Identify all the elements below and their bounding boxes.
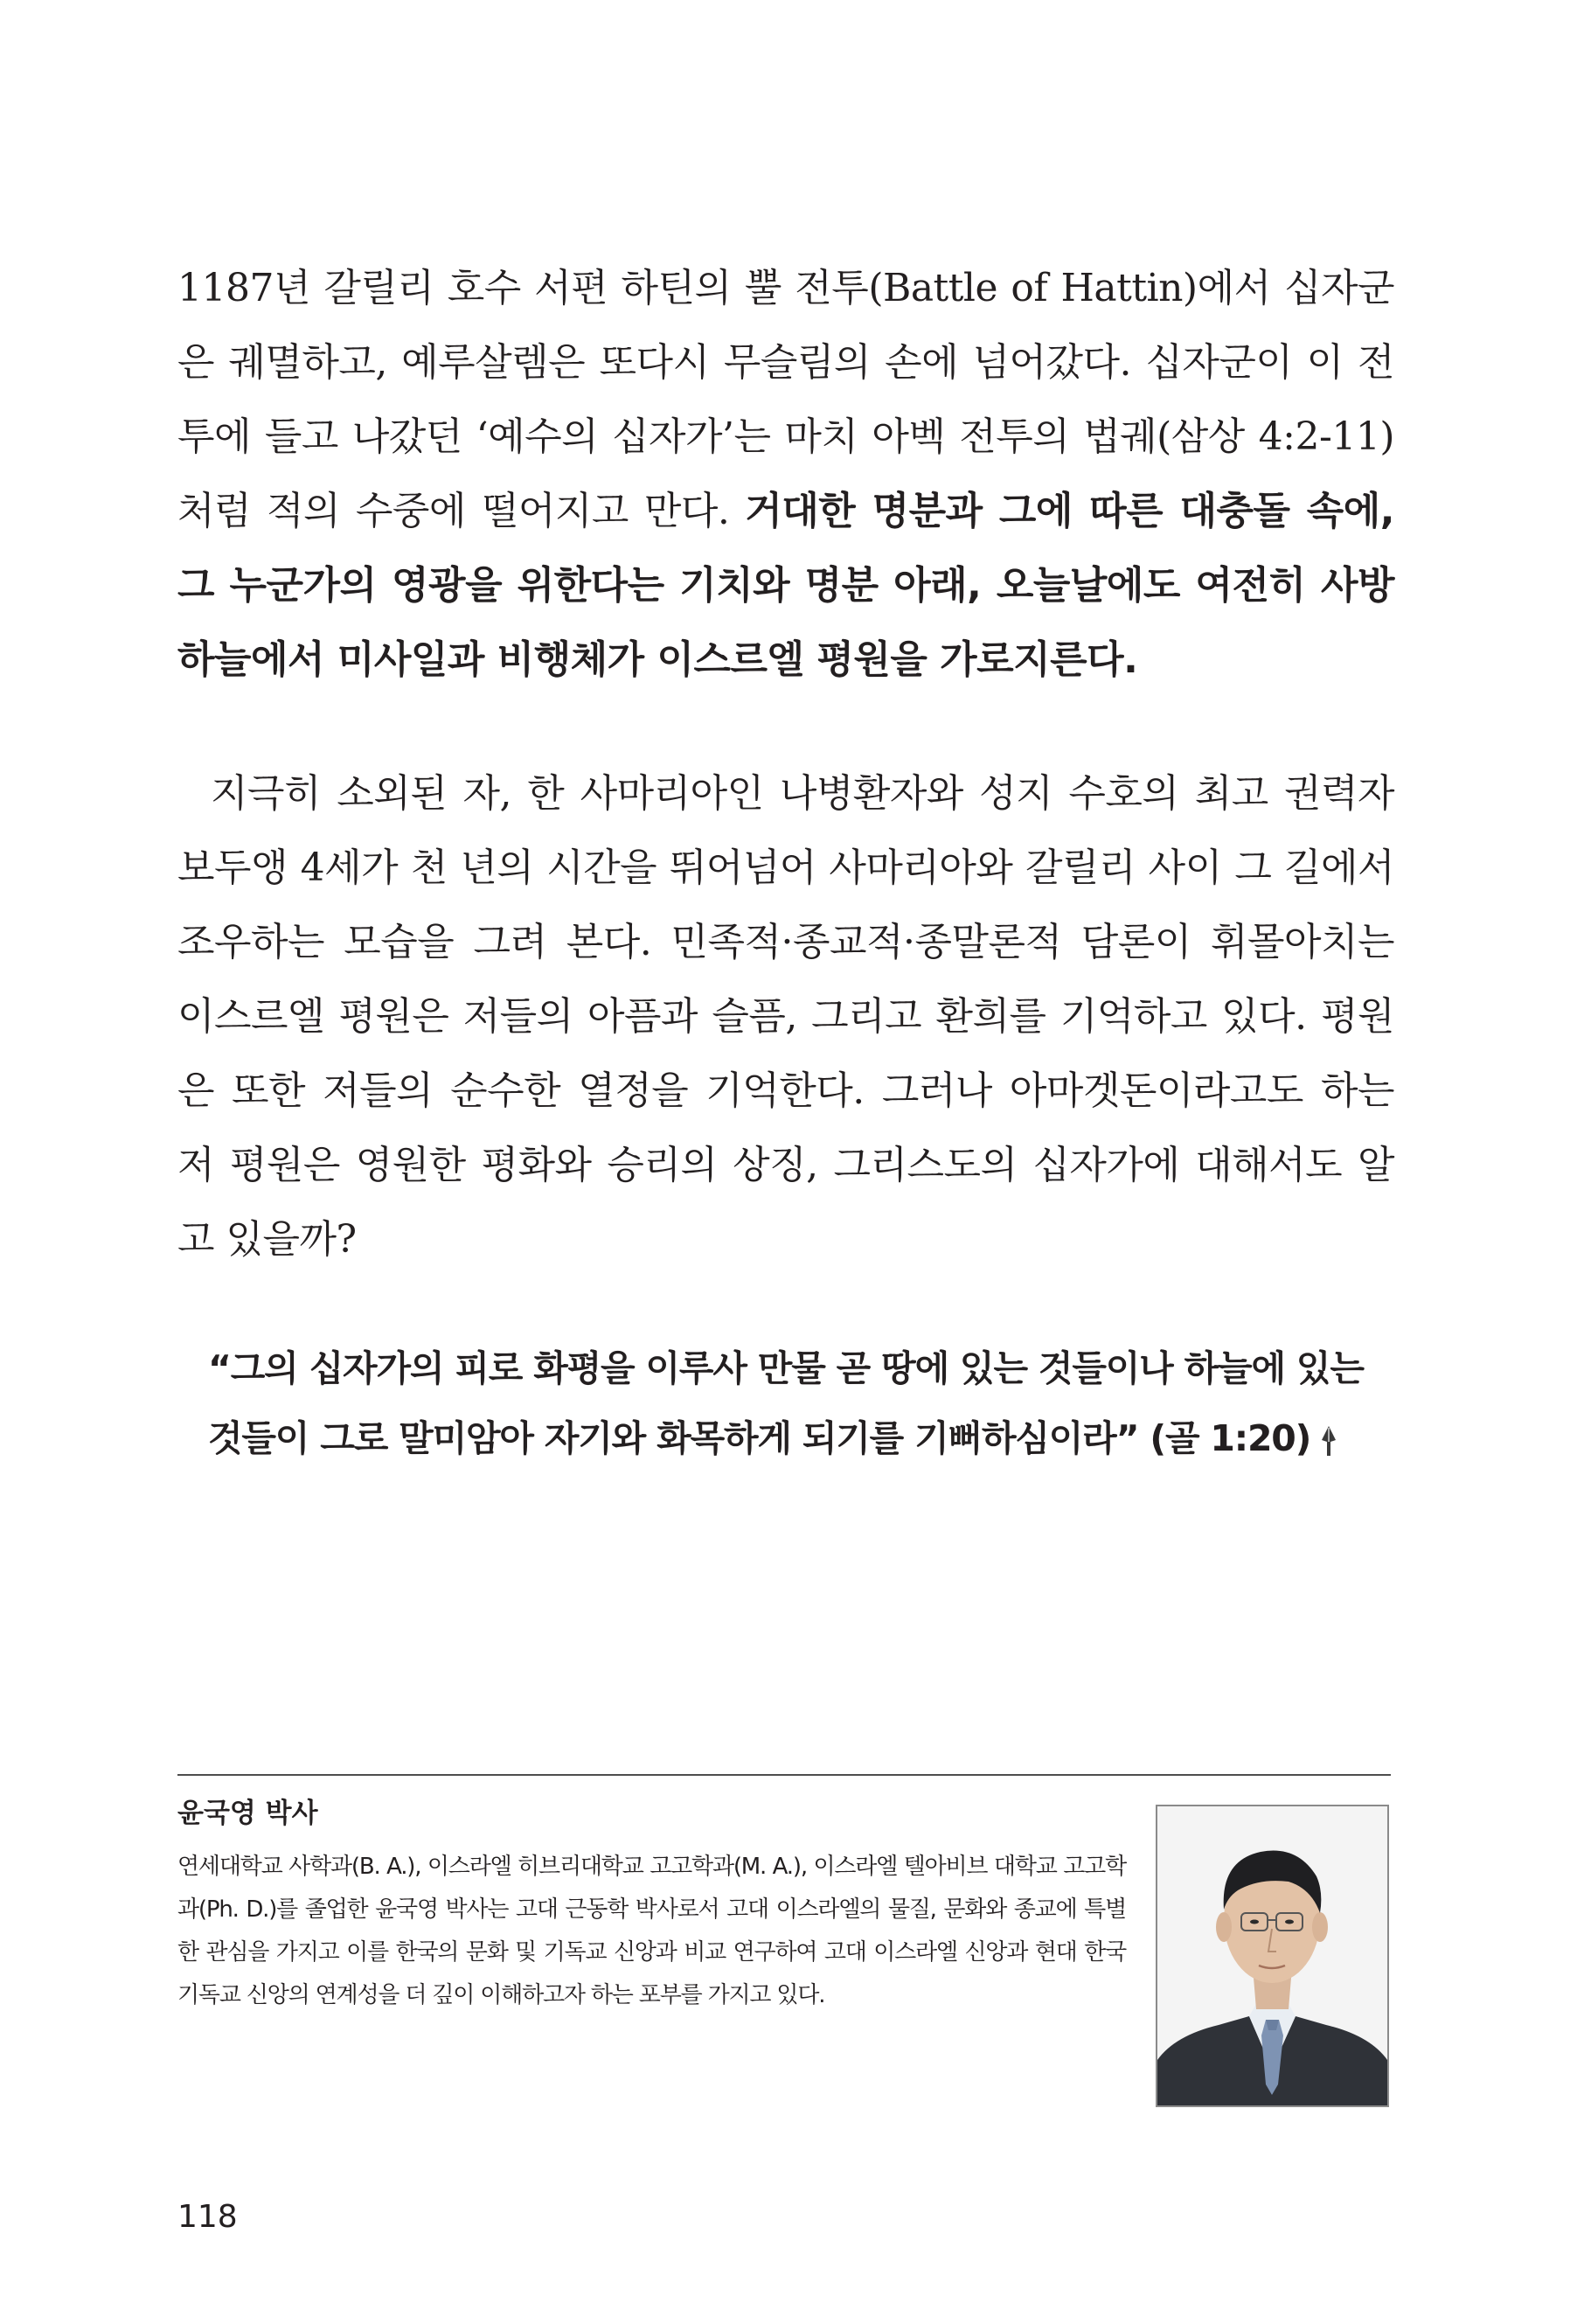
page-number: 118 — [177, 2199, 238, 2235]
scripture-quote — [208, 1333, 1397, 1473]
author-photo — [1156, 1805, 1389, 2107]
body-paragraph-2: 지극히 소외된 자, 한 사마리아인 나병환자와 성지 수호의 최고 권력자 보두앵 4세가 천 년의 시간을 뛰어넘어 사마리아와 갈릴리 사이 그 길에서 조우하는 모습을 그려 본다. 민족적·종교적·종말론적 담론이 휘몰아치는 이스르엘 평원은 저들의 아픔과 슬픔, 그리고 환희를 기억하고 있다. 평원은 또한 저들의 순수한 열정을 기억한다. 그러나 아마겟돈이라고도 하는 저 평원은 영원한 평화와 승리의 상징, 그리스도의 십자가에 대해서도 알고 있을까? — [177, 771, 1394, 1262]
body-paragraph-1 — [177, 251, 1394, 697]
author-portrait — [1157, 1806, 1387, 2105]
paragraph-text: 1187년 갈릴리 호수 서편 하틴의 뿔 전투(Battle of Hattin)에서 십자군은 궤멸하고, 예루살렘은 또다시 무슬림의 손에 넘어갔다. 십자군이 이 전투에 들고 나갔던 ‘예수의 십자가’는 마치 아벡 전투의 법궤(삼상 4:2-11)처럼 적의 수중에 떨어지고 만다. — [177, 266, 1395, 533]
author-divider — [177, 1774, 1391, 1776]
paragraph-emphasis: 거대한 명분과 그에 따른 대충돌 속에, 그 누군가의 영광을 위한다는 기치와 명분 아래, 오늘날에도 여전히 사방 하늘에서 미사일과 비행체가 이스르엘 평원을 가로지른다. — [177, 489, 1394, 682]
quote-text: “그의 십자가의 피로 화평을 이루사 만물 곧 땅에 있는 것들이나 하늘에 있는 것들이 그로 말미암아 자기와 화목하게 되기를 기뻐하심이라” (골 1:20) — [208, 1347, 1364, 1459]
author-bio: 연세대학교 사학과(B. A.), 이스라엘 히브리대학교 고고학과(M. A.), 이스라엘 텔아비브 대학교 고고학과(Ph. D.)를 졸업한 윤국영 박사는 고대 근동학 박사로서 고대 이스라엘의 물질, 문화와 종교에 특별한 관심을 가지고 이를 한국의 문화 및 기독교 신앙과 비교 연구하여 고대 이스라엘 신앙과 현대 한국 기독교 신앙의 연계성을 더 깊이 이해하고자 하는 포부를 가지고 있다. — [177, 1854, 1126, 2008]
pen-nib-icon — [1319, 1424, 1338, 1458]
author-name: 윤국영 박사 — [177, 1798, 318, 1829]
